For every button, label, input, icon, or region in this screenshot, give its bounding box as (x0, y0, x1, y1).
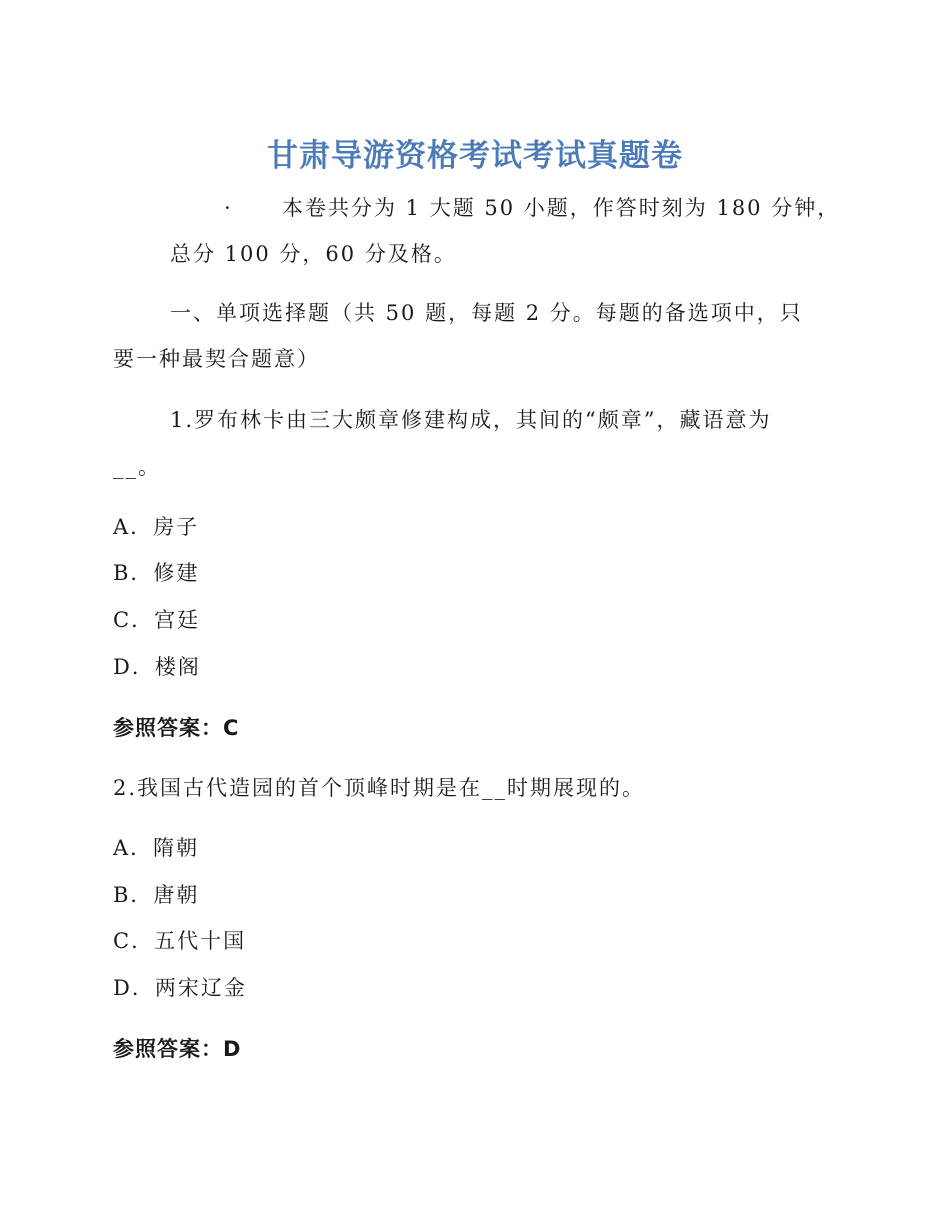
question-1-answer: 参照答案：C (113, 716, 240, 740)
question-1-option-a: A．房子 (113, 515, 200, 539)
question-2-option-c: C．五代十国 (113, 929, 247, 953)
question-2-option-d: D．两宋辽金 (113, 976, 247, 1000)
section-heading-line-1: 一、单项选择题（共 50 题，每题 2 分。每题的备选项中，只 (170, 301, 803, 325)
intro-line-2: 总分 100 分，60 分及格。 (170, 242, 457, 266)
question-1-stem-line-2: __。 (113, 455, 161, 479)
question-1-option-d: D．楼阁 (113, 655, 201, 679)
intro-bullet: · (224, 196, 231, 220)
question-2-answer: 参照答案：D (113, 1037, 242, 1061)
section-heading-line-2: 要一种最契合题意） (113, 347, 320, 371)
question-1-option-b: B．修建 (113, 561, 200, 585)
question-2-option-a: A．隋朝 (113, 836, 200, 860)
intro-line-1: 本卷共分为 1 大题 50 小题，作答时刻为 180 分钟， (282, 196, 841, 220)
question-2-option-b: B．唐朝 (113, 883, 200, 907)
document-title: 甘肃导游资格考试考试真题卷 (267, 138, 683, 174)
question-1-stem-line-1: 1.罗布林卡由三大颇章修建构成，其间的“颇章”，藏语意为 (170, 408, 772, 432)
question-1-option-c: C．宫廷 (113, 608, 201, 632)
question-2-stem-line-1: 2.我国古代造园的首个顶峰时期是在__时期展现的。 (113, 776, 646, 800)
